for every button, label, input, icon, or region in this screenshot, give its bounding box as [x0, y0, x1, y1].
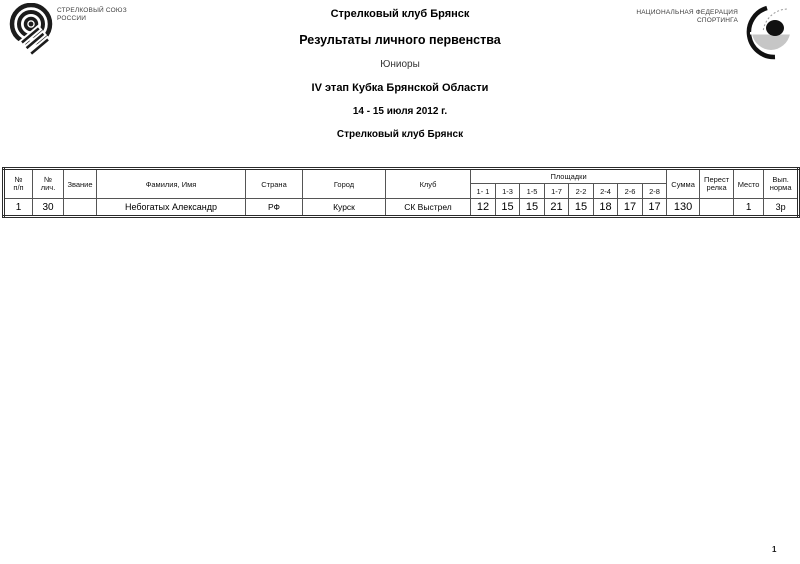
cell-norm: 3р: [764, 199, 799, 217]
cell-no-pp: 1: [4, 199, 33, 217]
results-table: [2, 167, 800, 218]
col-header-rank: Звание: [64, 169, 97, 199]
cell-country: РФ: [246, 199, 303, 217]
station-header-2-6: 2-6: [618, 184, 643, 199]
document-title: Результаты личного первенства: [299, 33, 501, 47]
col-header-no-pp-line2: п/п: [13, 183, 24, 192]
cell-score-2-4: 18: [594, 199, 618, 217]
col-header-sum: Сумма: [667, 169, 700, 199]
station-header-1-5: 1-5: [520, 184, 545, 199]
station-header-1-7: 1-7: [545, 184, 569, 199]
col-header-norm: [764, 169, 799, 199]
page-number: 1: [772, 545, 777, 554]
col-header-no-lich-line1: №: [43, 175, 53, 184]
category-title: Юниоры: [380, 59, 420, 70]
col-header-shootoff: [700, 169, 734, 199]
col-header-country: Страна: [246, 169, 303, 199]
station-header-1-1: 1- 1: [471, 184, 496, 199]
cell-score-2-2: 15: [569, 199, 594, 217]
cell-score-1-3: 15: [496, 199, 520, 217]
cell-name: Небогатых Александр: [97, 199, 246, 217]
col-header-no-pp: [4, 169, 33, 199]
shooting-union-name-line1: СТРЕЛКОВЫЙ СОЮЗ: [57, 7, 127, 14]
col-header-no-lich: [33, 169, 64, 199]
cell-score-2-8: 17: [643, 199, 667, 217]
cell-shootoff: [700, 199, 734, 217]
cell-place: 1: [734, 199, 764, 217]
col-header-norm-line1: Вып.: [772, 175, 789, 184]
station-header-2-2: 2-2: [569, 184, 594, 199]
col-header-no-pp-line1: №: [14, 175, 23, 184]
cell-score-1-5: 15: [520, 199, 545, 217]
col-header-no-lich-line2: лич.: [40, 183, 56, 192]
dates-title: 14 - 15 июля 2012 г.: [352, 106, 448, 117]
cell-city: Курск: [303, 199, 386, 217]
cell-no-lich: 30: [33, 199, 64, 217]
col-header-shootoff-line1: Перест: [704, 175, 730, 184]
cell-sum: 130: [667, 199, 700, 217]
col-header-shootoff-line2: релка: [706, 183, 727, 192]
cell-score-2-6: 17: [618, 199, 643, 217]
col-header-place: Место: [734, 169, 764, 199]
cell-club: СК Выстрел: [386, 199, 471, 217]
cell-score-1-7: 21: [545, 199, 569, 217]
cell-score-1-1: 12: [471, 199, 496, 217]
shooting-union-name-line2: РОССИИ: [57, 15, 87, 22]
station-header-2-8: 2-8: [643, 184, 667, 199]
col-header-club: Клуб: [386, 169, 471, 199]
col-header-norm-line2: норма: [769, 183, 792, 192]
col-header-name: Фамилия, Имя: [97, 169, 246, 199]
club-title-top: Стрелковый клуб Брянск: [330, 8, 470, 20]
col-header-city: Город: [303, 169, 386, 199]
table-row: [4, 199, 799, 217]
stage-title: IV этап Кубка Брянской Области: [311, 82, 489, 94]
venue-title: Стрелковый клуб Брянск: [336, 129, 464, 140]
station-header-1-3: 1-3: [496, 184, 520, 199]
sporting-federation-name-line2: СПОРТИНГА: [696, 17, 738, 24]
col-group-header-stations: Площадки: [471, 169, 667, 184]
sporting-federation-name-line1: НАЦИОНАЛЬНАЯ ФЕДЕРАЦИЯ: [636, 9, 738, 16]
station-header-2-4: 2-4: [594, 184, 618, 199]
cell-rank: [64, 199, 97, 217]
